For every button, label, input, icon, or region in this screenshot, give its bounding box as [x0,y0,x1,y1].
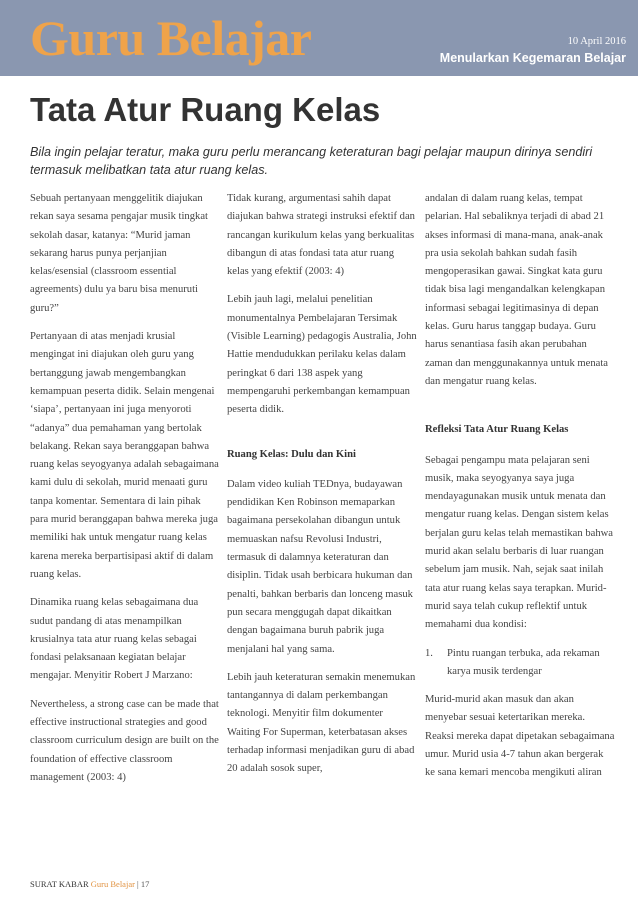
article-title: Tata Atur Ruang Kelas [30,91,381,128]
article-column-1 [30,190,220,797]
list-text: Pintu ruangan terbuka, ada rekaman karya musik terdengar [447,647,600,677]
paragraph: andalan di dalam ruang kelas, tempat pelarian. Hal sebaliknya terjadi di abad 21 akses informasi di mana-mana, anak-anak pra usia sekolah bahkan sudah fasih mengoperasikan gawai. Singkat kata guru tidak bisa lagi mengandalkan kelengkapan informasi sebagai legitimasinya di depan kelas. Guru harus tanggap budaya. Guru harus senantiasa fasih akan perubahan zaman dan menggunakannya untuk menata dan mengatur ruang kelas. [425,193,608,387]
issue-date: 10 April 2016 [567,36,626,47]
list-number: 1. [425,647,433,659]
paragraph: Lebih jauh lagi, melalui penelitian monumentalnya Pembelajaran Tersimak (Visible Learning) pedagogis Australia, John Hattie mendudukkan perilaku kelas dalam peringkat 6 dari 138 aspek yang mempengaruhi perkembangan kemampuan peserta didik. [227,294,417,416]
masthead [0,0,638,76]
footer-publication: SURAT KABAR [30,879,89,889]
masthead-tagline: Menularkan Kegemaran Belajar [439,51,626,65]
list-item [425,645,615,682]
page-number: | 17 [137,879,150,889]
section-heading: Refleksi Tata Atur Ruang Kelas [425,424,569,436]
paragraph: Dalam video kuliah TEDnya, budayawan pendidikan Ken Robinson memaparkan bagaimana persekolahan dibangun untuk memuaskan nafsu Revolusi Industri, termasuk di dalamnya keteraturan dan disiplin. Tidak usah berbicara hukuman dan penalti, bahkan berbaris dan lonceng masuk pun secara menggugah dapat dikaitkan dengan bagaimana buruh pabrik juga menjalani hal yang sama. [227,478,413,655]
article-lead: Bila ingin pelajar teratur, maka guru perlu merancang keteraturan bagi pelajar maupun dirinya sendiri termasuk melibatkan tata atur ruang kelas. [30,145,593,177]
paragraph: Pertanyaan di atas menjadi krusial mengingat ini diajukan oleh guru yang bertanggung jawab mengembangkan kemampuan peserta didik. Selain mengenai ‘siapa’, pertanyaan ini juga menyoroti “adanya” dua pemahaman yang bertolak belakang. Rekan saya beranggapan bahwa ruang kelas seyogyanya adalah sebagaimana kami dulu di sekolah, murid menaati guru tanpa komentar. Sementara di lain pihak para murid beranggapan bahwa mereka juga memiliki hak untuk mengatur ruang kelas karena mereka berpartisipasi aktif di dalam ruang kelas. [30,331,219,580]
paragraph: Lebih jauh keteraturan semakin menemukan tantangannya di dalam perkembangan teknologi. Menyitir film dokumenter Waiting For Superman, keterbatasan akses terhadap informasi menjadikan guru di abad 20 adalah sosok super, [227,671,416,775]
article-column-3 [425,190,615,793]
paragraph: Tidak kurang, argumentasi sahih dapat diajukan bahwa strategi instruksi efektif dan rancangan kurikulum kelas yang berkualitas dibangun di atas fondasi tata atur ruang kelas yang efektif (2003: 4) [227,193,415,278]
section-heading: Ruang Kelas: Dulu dan Kini [227,448,356,460]
page-footer [30,879,149,889]
paragraph: Sebuah pertanyaan menggelitik diajukan rekan saya sesama pengajar musik tingkat sekolah dasar, katanya: “Murid jaman sekarang harus punya perjanjian kelas/esensial (classroom essential agreements) dulu ya baru bisa menuruti guru?” [30,193,208,314]
footer-brand: Guru Belajar [90,879,135,889]
paragraph: Murid-murid akan masuk dan akan menyebar sesuai ketertarikan mereka. Reaksi mereka dapat dipetakan sebagaimana umur. Murid usia 4-7 tahun akan bergerak ke sana kemari mencoba mengikuti aliran [425,694,615,779]
paragraph: Dinamika ruang kelas sebagaimana dua sudut pandang di atas menampilkan krusialnya tata atur ruang kelas sebagai fondasi pelaksanaan kegiatan belajar mengajar. Menyitir Robert J Marzano: [30,597,199,682]
paragraph: Sebagai pengampu mata pelajaran seni musik, maka seyogyanya saya juga mendayagunakan musik untuk menata dan mengatur ruang kelas. Dengan sistem kelas berjalan guru kelas telah memastikan bahwa murid akan selalu berbaris di luar ruangan sebelum jam musik. Nah, sejak saat inilah tata atur ruang kelas saya terapkan. Murid-murid saya telah cukup reflektif untuk memahami dua kondisi: [425,454,613,631]
masthead-brand: Guru Belajar [30,10,312,66]
article-column-2 [227,190,417,789]
quote-paragraph: Nevertheless, a strong case can be made that effective instructional strategies and good classroom curriculum design are built on the foundation of effective classroom management (2003: 4) [30,698,219,783]
